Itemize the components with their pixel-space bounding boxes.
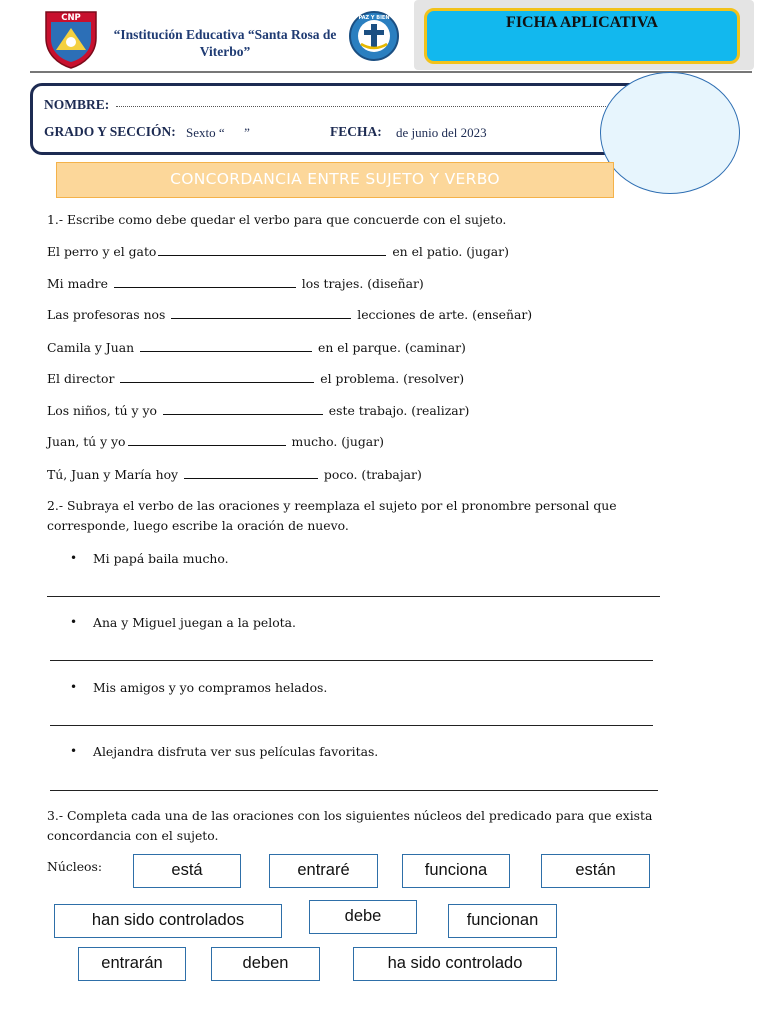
exercise-subject: Los niños, tú y yo (47, 403, 161, 418)
exercise-line-6 (47, 403, 469, 418)
grade-label: GRADO Y SECCIÓN: (44, 124, 176, 139)
bullet-icon: • (70, 551, 78, 565)
section3-instruction-line2: concordancia con el sujeto. (47, 828, 219, 843)
section1-instruction: 1.- Escribe como debe quedar el verbo para que concuerde con el sujeto. (47, 212, 507, 227)
word-box[interactable]: funcionan (448, 904, 557, 938)
exercise-subject: Las profesoras nos (47, 307, 170, 322)
sentence-item-3: Mis amigos y yo compramos helados. (93, 680, 328, 695)
sentence-item-1: Mi papá baila mucho. (93, 551, 229, 566)
exercise-line-3 (47, 307, 532, 322)
exercise-subject: Mi madre (47, 276, 112, 291)
answer-blank[interactable] (184, 467, 318, 479)
answer-line-2[interactable] (50, 660, 653, 661)
exercise-line-4 (47, 340, 466, 355)
word-box[interactable]: entraré (269, 854, 378, 888)
student-info-box (30, 83, 650, 155)
exercise-subject: El perro y el gato (47, 244, 157, 259)
date-value[interactable]: de junio del 2023 (396, 125, 487, 140)
ficha-title: FICHA APLICATIVA (506, 14, 658, 31)
exercise-ending: poco. (trabajar) (319, 467, 422, 482)
exercise-ending: lecciones de arte. (enseñar) (353, 307, 533, 322)
exercise-subject: Camila y Juan (47, 340, 139, 355)
answer-line-4[interactable] (50, 790, 658, 791)
answer-blank[interactable] (140, 340, 312, 352)
answer-blank[interactable] (163, 403, 323, 415)
answer-blank[interactable] (114, 276, 296, 288)
exercise-ending: los trajes. (diseñar) (297, 276, 424, 291)
exercise-subject: Tú, Juan y María hoy (47, 467, 182, 482)
bullet-icon: • (70, 615, 78, 629)
name-field[interactable] (116, 106, 608, 107)
word-box[interactable]: ha sido controlado (353, 947, 557, 981)
sentence-item-4: Alejandra disfruta ver sus películas favoritas. (93, 744, 379, 759)
header-divider (30, 71, 752, 73)
word-box[interactable]: están (541, 854, 650, 888)
exercise-subject: Juan, tú y yo (47, 434, 126, 449)
sentence-item-2: Ana y Miguel juegan a la pelota. (93, 615, 296, 630)
photo-circle (600, 72, 740, 194)
logo-right-text: PAZ Y BIEN (358, 15, 390, 21)
exercise-line-1 (47, 244, 509, 259)
logo-left-text: CNP (61, 13, 81, 23)
nucleos-label: Núcleos: (47, 859, 103, 874)
section3-instruction-line1: 3.- Completa cada una de las oraciones con los siguientes núcleos del predicado para que exista (47, 808, 653, 823)
exercise-subject: El director (47, 371, 119, 386)
section2-instruction-line1: 2.- Subraya el verbo de las oraciones y reemplaza el sujeto por el pronombre personal que (47, 498, 617, 513)
date-label: FECHA: (330, 124, 382, 139)
exercise-ending: en el patio. (jugar) (388, 244, 509, 259)
answer-line-1[interactable] (47, 596, 660, 597)
word-box[interactable]: han sido controlados (54, 904, 282, 938)
answer-blank[interactable] (158, 244, 386, 256)
exercise-line-8 (47, 467, 422, 482)
institution-title: “Institución Educativa “Santa Rosa de Viterbo” (113, 27, 337, 59)
grade-value[interactable]: Sexto “ ” (186, 125, 250, 140)
answer-blank[interactable] (128, 434, 286, 446)
bullet-icon: • (70, 680, 78, 694)
word-box[interactable]: deben (211, 947, 320, 981)
exercise-ending: este trabajo. (realizar) (324, 403, 470, 418)
topic-title: CONCORDANCIA ENTRE SUJETO Y VERBO (170, 170, 500, 188)
bullet-icon: • (70, 744, 78, 758)
answer-blank[interactable] (171, 307, 351, 319)
parish-seal-logo (348, 10, 400, 62)
answer-blank[interactable] (120, 371, 314, 383)
exercise-ending: el problema. (resolver) (316, 371, 465, 386)
word-box[interactable]: está (133, 854, 241, 888)
exercise-line-7 (47, 434, 384, 449)
word-box[interactable]: entrarán (78, 947, 186, 981)
exercise-line-2 (47, 276, 424, 291)
school-crest-logo (40, 8, 102, 70)
word-box[interactable]: funciona (402, 854, 510, 888)
exercise-ending: mucho. (jugar) (287, 434, 384, 449)
exercise-line-5 (47, 371, 464, 386)
answer-line-3[interactable] (50, 725, 653, 726)
section2-instruction-line2: corresponde, luego escribe la oración de nuevo. (47, 518, 349, 533)
exercise-ending: en el parque. (caminar) (314, 340, 466, 355)
word-box[interactable]: debe (309, 900, 417, 934)
name-label: NOMBRE: (44, 97, 110, 112)
